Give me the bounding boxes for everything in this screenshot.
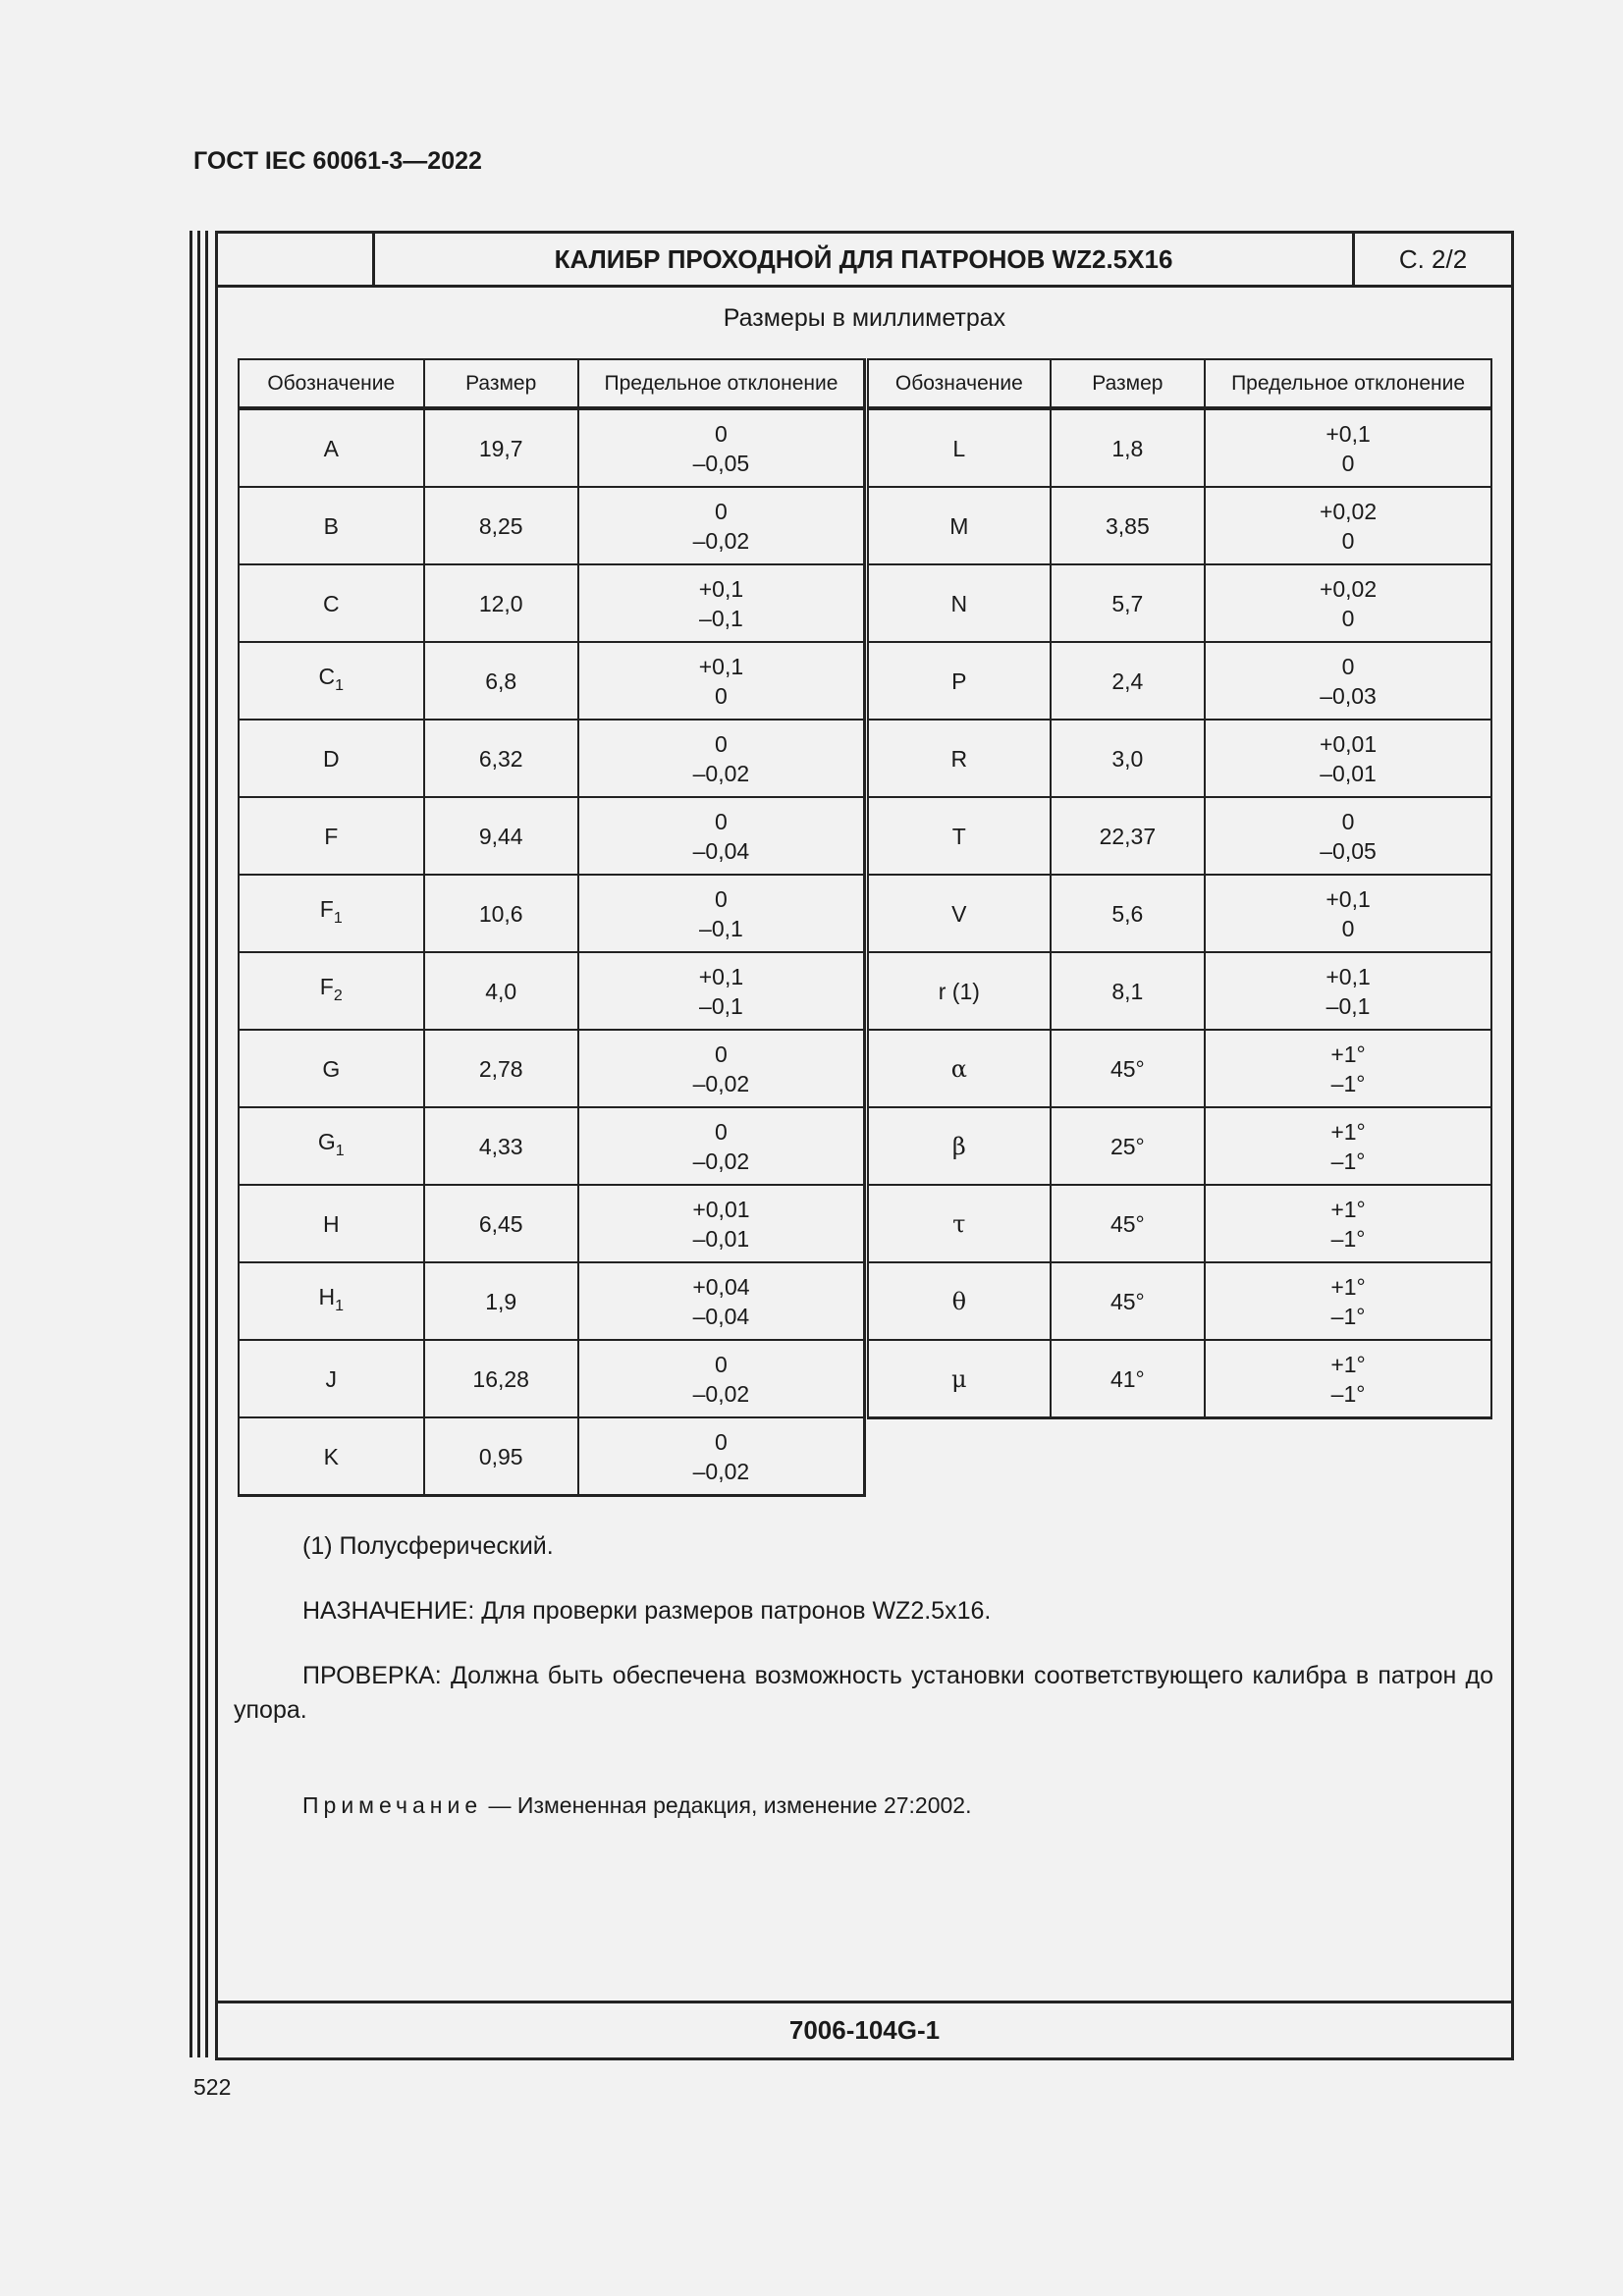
cell-designation [239,1417,424,1496]
table-row [239,952,865,1030]
table-row [868,1107,1491,1185]
designation-symbol: D [322,745,340,772]
cell-designation [239,408,424,487]
upper-deviation: +0,01 [692,1196,750,1222]
lower-deviation: –1° [1330,1225,1366,1252]
header-tolerance: Предельное отклонение [1205,359,1491,408]
cell-designation [239,1030,424,1107]
cell-designation [868,875,1051,952]
cell-designation [868,642,1051,720]
designation-symbol: H [318,1283,336,1309]
note-label: Примечание [302,1792,483,1818]
designation-symbol: J [325,1365,338,1392]
cell-size: 8,25 [424,487,578,564]
upper-deviation: +0,1 [1325,420,1371,447]
designation-symbol: F [319,973,334,999]
upper-deviation: 0 [715,1351,728,1377]
cell-tolerance [578,1340,865,1417]
upper-deviation: 0 [715,1041,728,1067]
header-designation: Обозначение [239,359,424,408]
note-text: — Измененная редакция, изменение 27:2002. [482,1792,972,1818]
designation-symbol: L [952,435,966,461]
cell-size: 2,78 [424,1030,578,1107]
upper-deviation: 0 [715,420,728,447]
lower-deviation: –0,1 [699,915,743,941]
table-row [868,642,1491,720]
table-row [868,1030,1491,1107]
lower-deviation: –0,1 [699,992,743,1019]
cell-tolerance [578,1030,865,1107]
cell-tolerance [1205,408,1491,487]
table-row [239,1107,865,1185]
frame-line [197,231,200,2057]
cell-designation [868,564,1051,642]
designation-symbol: G [322,1055,341,1082]
designation-symbol: G [317,1128,336,1154]
sheet-frame [215,231,1514,2060]
cell-designation [868,952,1051,1030]
cell-designation [239,564,424,642]
designation-symbol: N [950,590,968,616]
table-row [239,1185,865,1262]
sheet-title: КАЛИБР ПРОХОДНОЙ ДЛЯ ПАТРОНОВ WZ2.5X16 [375,234,1355,285]
cell-tolerance [1205,487,1491,564]
cell-size: 6,32 [424,720,578,797]
table-row [868,1185,1491,1262]
upper-deviation: 0 [715,1428,728,1455]
cell-tolerance [578,564,865,642]
table-row [868,408,1491,487]
cell-tolerance [1205,1107,1491,1185]
lower-deviation: 0 [1341,915,1355,941]
lower-deviation: 0 [1341,450,1355,476]
cell-designation [868,720,1051,797]
cell-designation [868,1185,1051,1262]
designation-subscript: 1 [335,676,345,694]
lower-deviation: –0,04 [692,1303,750,1329]
cell-designation [239,1262,424,1340]
cell-size: 16,28 [424,1340,578,1417]
lower-deviation: –0,02 [692,760,750,786]
cell-designation [239,1185,424,1262]
cell-size: 12,0 [424,564,578,642]
cell-tolerance [1205,1262,1491,1340]
designation-subscript: 1 [335,1297,345,1314]
lower-deviation: –0,02 [692,527,750,554]
designation-symbol: C [318,663,336,689]
cell-size: 45° [1051,1030,1205,1107]
upper-deviation: 0 [715,885,728,912]
upper-deviation: +1° [1330,1196,1366,1222]
cell-designation [868,1262,1051,1340]
cell-designation [239,487,424,564]
table-row [868,487,1491,564]
table-row [868,720,1491,797]
lower-deviation: –0,01 [692,1225,750,1252]
header-designation: Обозначение [868,359,1051,408]
cell-size: 3,0 [1051,720,1205,797]
footer-block [218,2001,1511,2057]
cell-tolerance [1205,875,1491,952]
lower-deviation: –1° [1330,1380,1366,1407]
cell-tolerance [578,1262,865,1340]
cell-designation [868,487,1051,564]
purpose-text: НАЗНАЧЕНИЕ: Для проверки размеров патронов WZ2.5x16. [302,1597,992,1625]
cell-designation [239,642,424,720]
upper-deviation: +0,02 [1319,498,1378,524]
designation-symbol: P [951,667,967,694]
upper-deviation: 0 [1341,808,1355,834]
header-size: Размер [424,359,578,408]
cell-size: 25° [1051,1107,1205,1185]
cell-size: 45° [1051,1262,1205,1340]
upper-deviation: +1° [1330,1351,1366,1377]
cell-size: 6,8 [424,642,578,720]
dimensions-table-right [867,358,1492,1419]
frame-line [205,231,208,2057]
lower-deviation: –0,1 [699,605,743,631]
cell-designation [239,720,424,797]
cell-designation [239,1340,424,1417]
cell-designation [239,952,424,1030]
cell-size: 5,7 [1051,564,1205,642]
cell-size: 1,9 [424,1262,578,1340]
upper-deviation: +1° [1330,1118,1366,1145]
cell-size: 8,1 [1051,952,1205,1030]
units-caption: Размеры в миллиметрах [723,304,1006,332]
lower-deviation: –0,04 [692,837,750,864]
designation-symbol: M [949,512,969,539]
lower-deviation: –0,02 [692,1380,750,1407]
designation-symbol: C [322,590,340,616]
cell-tolerance [578,1107,865,1185]
table-row [239,1340,865,1417]
cell-tolerance [1205,1030,1491,1107]
title-empty-cell [218,234,375,285]
upper-deviation: 0 [1341,653,1355,679]
footnote-text: (1) Полусферический. [302,1532,554,1560]
upper-deviation: +0,1 [1325,885,1371,912]
cell-designation [868,797,1051,875]
upper-deviation: 0 [715,730,728,757]
upper-deviation: +0,1 [698,575,744,602]
cell-tolerance [1205,1185,1491,1262]
cell-tolerance [578,408,865,487]
header-size: Размер [1051,359,1205,408]
cell-designation [239,797,424,875]
cell-size: 1,8 [1051,408,1205,487]
cell-designation [239,1107,424,1185]
designation-symbol: α [950,1054,967,1083]
table-row [239,1262,865,1340]
header-tolerance: Предельное отклонение [578,359,865,408]
note [302,1792,972,1819]
cell-designation [868,1030,1051,1107]
table-row [239,408,865,487]
cell-size: 41° [1051,1340,1205,1418]
cell-size: 19,7 [424,408,578,487]
cell-size: 22,37 [1051,797,1205,875]
designation-symbol: R [950,745,968,772]
lower-deviation: –0,1 [1325,992,1371,1019]
upper-deviation: +0,1 [1325,963,1371,989]
lower-deviation: –1° [1330,1148,1366,1174]
cell-designation [868,1107,1051,1185]
table-row [239,1417,865,1496]
cell-size: 5,6 [1051,875,1205,952]
cell-tolerance [578,487,865,564]
designation-symbol: F [319,895,334,922]
lower-deviation: –1° [1330,1070,1366,1096]
designation-symbol: T [951,823,966,849]
designation-symbol: A [323,435,339,461]
designation-symbol: H [322,1210,340,1237]
cell-tolerance [1205,642,1491,720]
designation-symbol: τ [952,1209,966,1238]
table-row [239,564,865,642]
dimensions-table-left [238,358,866,1497]
lower-deviation: 0 [1341,527,1355,554]
check-text: ПРОВЕРКА: Должна быть обеспечена возможность установки соответствующего калибра в патрон до упора. [234,1662,1493,1724]
cell-tolerance [578,797,865,875]
designation-subscript: 1 [335,1142,345,1159]
upper-deviation: +1° [1330,1273,1366,1300]
table-row [239,797,865,875]
lower-deviation: –0,01 [1320,760,1377,786]
page-number: 522 [193,2074,232,2100]
lower-deviation: –0,02 [692,1070,750,1096]
table-row [868,875,1491,952]
lower-deviation: 0 [1341,605,1355,631]
cell-designation [239,875,424,952]
designation-symbol: β [951,1132,966,1160]
cell-tolerance [578,1185,865,1262]
upper-deviation: +0,1 [698,963,744,989]
lower-deviation: –0,03 [1320,682,1377,709]
designation-symbol: B [323,512,339,539]
table-row [239,875,865,952]
cell-size: 6,45 [424,1185,578,1262]
table-row [239,720,865,797]
table-row [868,952,1491,1030]
designation-symbol: K [323,1443,339,1469]
cell-size: 2,4 [1051,642,1205,720]
cell-tolerance [578,642,865,720]
document-header: ГОСТ IEC 60061-3—2022 [193,147,482,175]
designation-symbol: θ [951,1287,967,1315]
cell-size: 45° [1051,1185,1205,1262]
upper-deviation: +0,04 [692,1273,750,1300]
cell-size: 10,6 [424,875,578,952]
table-row [239,1030,865,1107]
lower-deviation: –0,05 [1320,837,1377,864]
table-row [868,1340,1491,1418]
designation-subscript: 2 [333,987,343,1004]
title-block [218,234,1511,288]
upper-deviation: +0,02 [1319,575,1378,602]
cell-tolerance [1205,720,1491,797]
lower-deviation: –0,02 [692,1458,750,1484]
lower-deviation: –0,05 [692,450,750,476]
cell-designation [868,1340,1051,1418]
cell-tolerance [578,875,865,952]
lower-deviation: –0,02 [692,1148,750,1174]
cell-tolerance [578,720,865,797]
upper-deviation: 0 [715,498,728,524]
cell-size: 3,85 [1051,487,1205,564]
designation-subscript: 1 [333,909,343,927]
cell-tolerance [1205,952,1491,1030]
cell-size: 0,95 [424,1417,578,1496]
cell-tolerance [578,1417,865,1496]
frame-line [189,231,192,2057]
cell-designation [868,408,1051,487]
cell-tolerance [1205,1340,1491,1418]
table-row [239,642,865,720]
upper-deviation: 0 [715,1118,728,1145]
cell-size: 4,33 [424,1107,578,1185]
table-row [239,487,865,564]
cell-size: 9,44 [424,797,578,875]
lower-deviation: –1° [1330,1303,1366,1329]
lower-deviation: 0 [715,682,728,709]
upper-deviation: +0,1 [698,653,744,679]
cell-tolerance [578,952,865,1030]
sheet-page-ref: С. 2/2 [1398,244,1468,274]
cell-size: 4,0 [424,952,578,1030]
cell-tolerance [1205,564,1491,642]
upper-deviation: +1° [1330,1041,1366,1067]
designation-symbol: r (1) [938,978,980,1004]
sheet-code: 7006-104G-1 [788,2015,941,2045]
table-row [868,797,1491,875]
table-row [868,1262,1491,1340]
upper-deviation: +0,01 [1319,730,1378,757]
upper-deviation: 0 [715,808,728,834]
designation-symbol: μ [951,1364,967,1393]
cell-tolerance [1205,797,1491,875]
designation-symbol: F [324,823,339,849]
designation-symbol: V [951,900,967,927]
table-row [868,564,1491,642]
